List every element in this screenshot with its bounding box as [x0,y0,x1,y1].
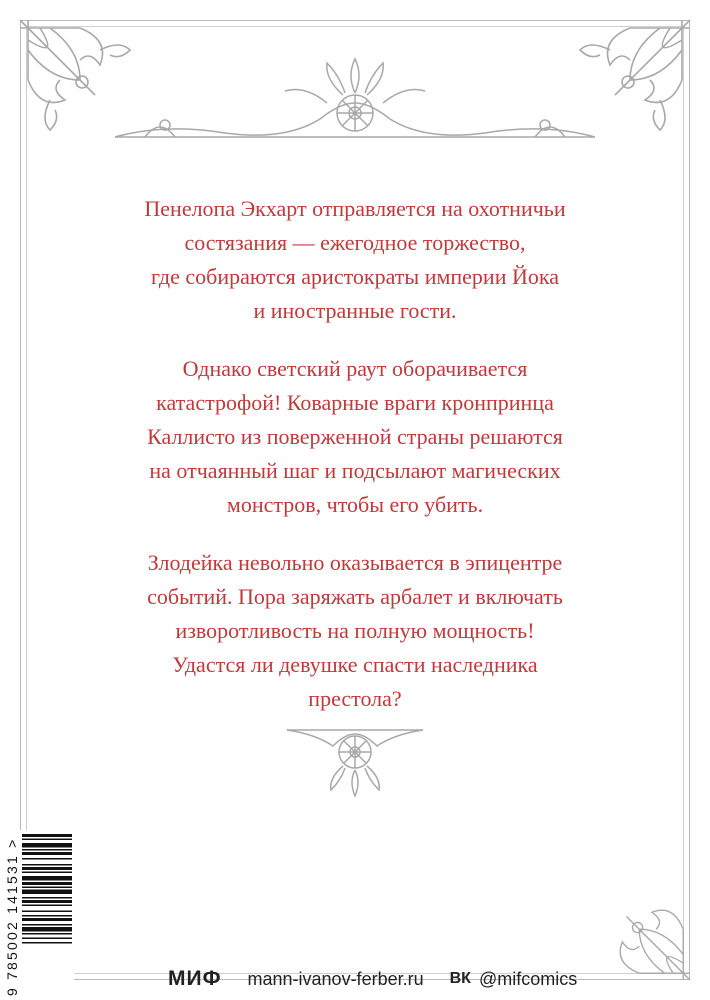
paragraph-line: Злодейка невольно оказывается в эпицентре [147,550,563,575]
footer [168,966,577,992]
barcode-bar [22,911,72,913]
paragraph-line: изворотливость на полную мощность! [175,618,535,643]
paragraph-line: Однако светский раут оборачивается [182,356,528,381]
paragraph-2 [0,352,710,522]
paragraph-line: Пенелопа Экхарт отправляется на охотничьи [144,196,566,221]
barcode-bar [22,927,72,932]
paragraph-line: престола? [308,686,402,711]
barcode-bar [22,867,72,870]
paragraph-line: Каллисто из поверженной страны решаются [147,424,563,449]
barcode-bar [22,843,72,848]
paragraph-line: и иностранные гости. [253,298,457,323]
top-center-ornament-icon [105,45,605,155]
vk-icon: ВК [449,970,471,987]
paragraph-line: состязания — ежегодное торжество, [184,230,526,255]
paragraph-line: на отчаянный шаг и подсылают магических [149,458,561,483]
barcode-digits: 9 785002 141531 > [4,837,20,996]
paragraph-3 [0,546,710,716]
paragraph-line: монстров, чтобы его убить. [226,492,484,517]
barcode-bar [22,933,72,935]
barcode-bar [22,872,72,874]
corner-ornament-bottom-right-icon [580,870,690,980]
barcode-bar [22,858,72,860]
social-handle: @mifcomics [478,968,578,989]
publisher-logo: МИФ [168,967,222,990]
paragraph-line: катастрофой! Коварные враги кронпринца [156,390,554,415]
barcode-bar [22,876,72,881]
paragraph-line: где собираются аристократы империи Йока [151,264,559,289]
paragraph-line: Удастся ли девушке спасти наследника [172,652,538,677]
barcode-bar [22,905,72,907]
barcode-bar [22,839,72,841]
barcode-bar [22,852,72,855]
barcode-bar [22,897,72,899]
barcode-bar [22,887,72,889]
barcode-bar [22,849,72,851]
website-link[interactable]: mann-ivanov-ferber.ru [247,968,424,989]
barcode-bar [22,924,72,926]
paragraph-1 [0,192,710,328]
barcode-bar [22,890,72,895]
barcode-bar [22,900,72,903]
barcode-bar [22,915,72,917]
barcode-bar [22,834,72,837]
barcode-bar [22,882,72,885]
paragraph-line: событий. Пора заряжать арбалет и включать [147,584,563,609]
barcode-bar [22,938,72,940]
description-text [0,192,710,740]
barcode-bar [22,864,72,866]
barcode-bar [22,942,72,944]
social-link[interactable] [450,969,578,990]
barcode-bar [22,918,72,921]
